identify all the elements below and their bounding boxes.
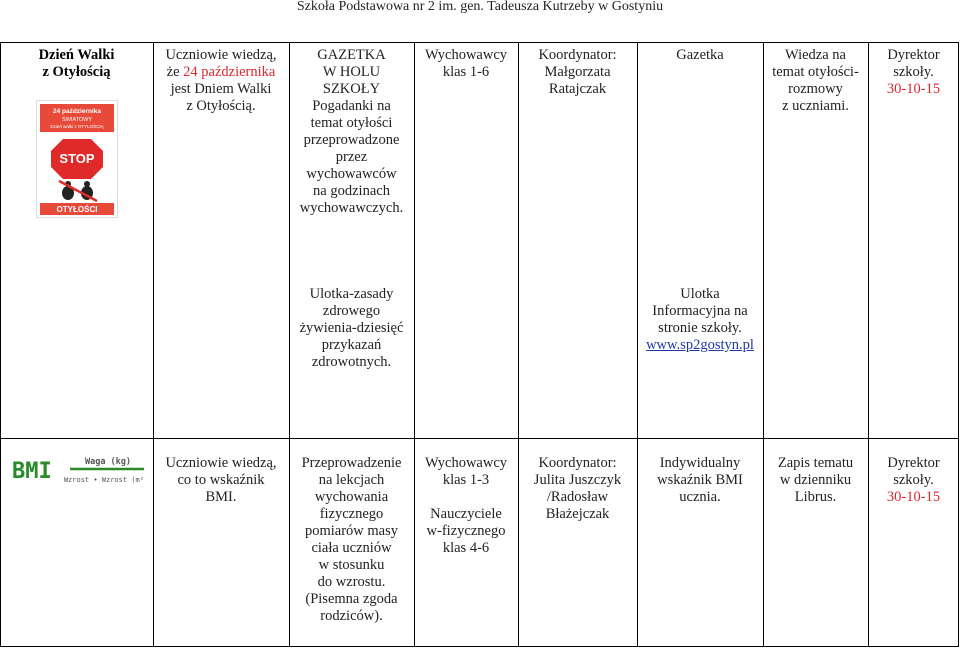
row2-leaflet: Ulotka-zasady zdrowego żywienia-dziesięć przykazań zdrowotnych. [299, 286, 404, 370]
poster-bottom: OTYŁOŚCI [56, 205, 98, 214]
row1-evaluation: Wiedza na temat otyłości- rozmowy z uczniami. [772, 47, 859, 114]
row1-coordinator: Koordynator: Małgorzata Ratajczak [538, 47, 617, 97]
row-line [0, 438, 959, 439]
approval-date: 30-10-15 [886, 489, 941, 505]
bmi-logo: BMI [12, 459, 52, 484]
col-line [518, 42, 519, 646]
event-title: Dzień Walki z Otyłością [38, 47, 115, 80]
col-line [0, 42, 1, 646]
approval-date: 30-10-15 [886, 81, 941, 97]
row3-knowledge: Uczniowie wiedzą, co to wskaźnik BMI. [165, 455, 277, 505]
bmi-numerator: Waga (kg) [84, 457, 132, 467]
row1-approval: Dyrektor szkoły. 30-10-15 [868, 47, 959, 98]
bmi-formula-image [10, 452, 145, 490]
poster-line2: ŚWIATOWY [61, 117, 93, 123]
poster-line1: 24 października [52, 108, 102, 115]
col-line [868, 42, 869, 646]
poster-line3: Dzień walki z OTYŁOŚCIĄ [50, 124, 104, 129]
school-website-link[interactable]: www.sp2gostyn.pl [646, 337, 754, 353]
row3-evaluation: Zapis tematu w dzienniku Librus. [777, 455, 854, 505]
poster-image [37, 101, 117, 217]
row1-knowledge: Uczniowie wiedzą, że 24 października jest Dniem Walki z Otyłością. [165, 47, 277, 114]
row1-output: Gazetka [676, 47, 724, 63]
bmi-formula-graphic [10, 452, 145, 490]
row3-output: Indywidualny wskaźnik BMI ucznia. [657, 455, 743, 505]
poster-stop: STOP [59, 151, 95, 166]
row3-approval: Dyrektor szkoły. 30-10-15 [868, 455, 959, 506]
row3-responsible: Wychowawcy klas 1-3 Nauczyciele w-fizycznego klas 4-6 [424, 455, 508, 556]
col-line [153, 42, 154, 646]
row3-coordinator: Koordynator: Julita Juszczyk /Radosław Błażejczak [533, 455, 622, 522]
row1-activity: GAZETKA W HOLU SZKOŁY Pogadanki na temat otyłości przeprowadzone przez wychowawców na godzinach wychowawczych. [299, 47, 404, 216]
highlighted-date: 24 października [183, 64, 276, 80]
row1-responsible: Wychowawcy klas 1-6 [424, 47, 508, 80]
row3-activity: Przeprowadzenie na lekcjach wychowania fizycznego pomiarów masy ciała uczniów w stosunku do wzrostu. (Pisemna zgoda rodziców). [301, 455, 402, 624]
table-top-border [0, 42, 959, 43]
row2-info-leaflet: Ulotka Informacyjna na stronie szkoły. www.sp2gostyn.pl [637, 286, 763, 354]
anti-obesity-poster [36, 100, 118, 218]
col-line [763, 42, 764, 646]
school-header: Szkoła Podstawowa nr 2 im. gen. Tadeusza Kutrzeby w Gostyniu [296, 0, 664, 14]
bmi-denominator: Wzrost • Wzrost (m²) [63, 476, 145, 484]
